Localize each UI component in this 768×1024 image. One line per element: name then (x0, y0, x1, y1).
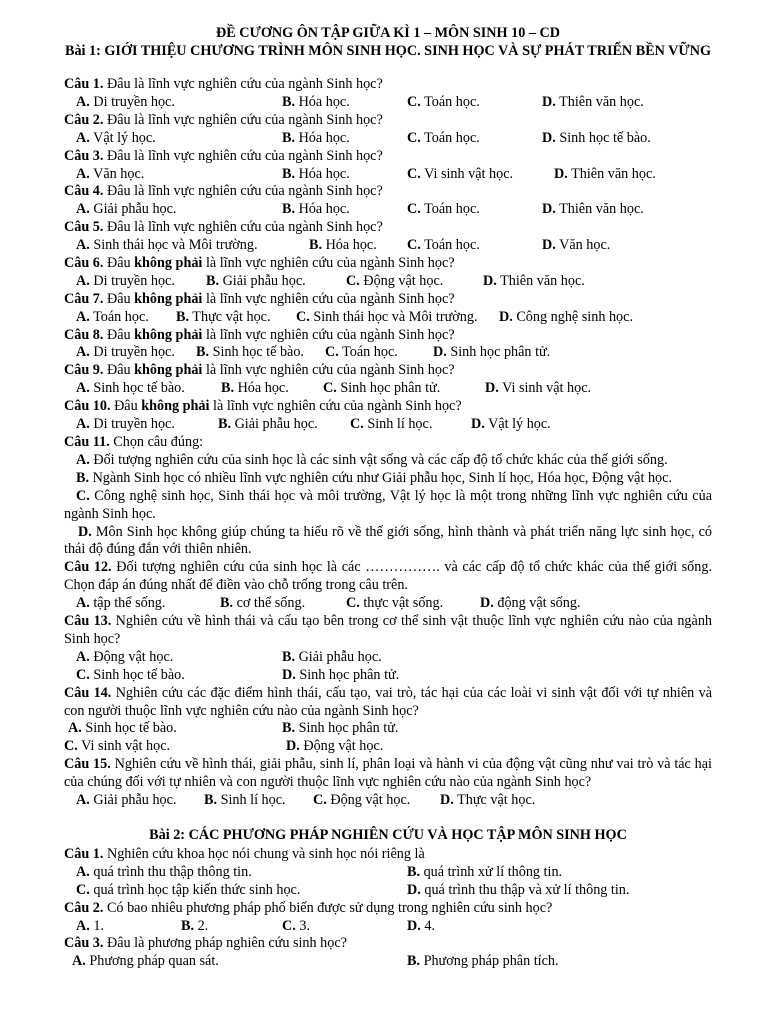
question-label: Câu 15. (64, 756, 111, 773)
option-text: Giải phẫu học. (89, 201, 177, 218)
option-key: A. (76, 237, 90, 254)
option-text: Sinh học phân tử. (336, 380, 441, 397)
question-3 (64, 148, 712, 184)
option-key: C. (407, 93, 421, 110)
option-text: Vật lý học. (484, 416, 551, 433)
option-text: Giải phẫu học. (219, 272, 306, 289)
option-a (76, 130, 156, 148)
option-key: D. (433, 344, 447, 361)
question-text: Đâu (103, 254, 135, 271)
question-text: là lĩnh vực nghiên cứu của ngành Sinh học? (209, 398, 462, 415)
option-text: Thực vật học. (189, 308, 271, 325)
option-key: B. (282, 165, 296, 182)
options-row (64, 380, 712, 398)
options-row (64, 649, 712, 667)
options-row (64, 273, 712, 291)
question-label: Câu 11. (64, 433, 110, 450)
question-10 (64, 398, 712, 434)
option-d: D. Động vật học. (286, 738, 384, 755)
option-c: C. Sinh học tế bào. (76, 666, 185, 683)
option-b (218, 416, 318, 434)
lesson2-question-1 (64, 846, 712, 900)
options-row (64, 166, 712, 184)
option-key: D. (542, 201, 556, 218)
option-c (407, 237, 480, 255)
options-row (64, 667, 712, 685)
question-text: Nghiên cứu các đặc điểm hình thái, cấu tạo, vai trò, tác hại của các loài vi sinh vật đối với tự nhiên và con người thuộc lĩnh vực nghiên cứu nào của ngành Sinh học? (64, 684, 712, 719)
option-b: B. quá trình xử lí thông tin. (407, 863, 563, 880)
option-a: A. Phương pháp quan sát. (72, 953, 219, 970)
option-a: A. tập thể sống. (76, 595, 166, 612)
option-key: D. (78, 523, 92, 540)
option-text: Toán học. (420, 93, 480, 110)
option-text: Sinh học tế bào. (89, 380, 185, 397)
option-d (433, 344, 550, 362)
option-text: Giải phẫu học. (231, 416, 318, 433)
option-text: Di truyền học. (89, 272, 175, 289)
option-text: Vi sinh vật học. (498, 380, 592, 397)
option-key: B. (221, 380, 235, 397)
option-text: Môn Sinh học không giúp chúng ta hiểu rõ về thế giới sống, hình thành và phát triển năng lực sinh học, có thái độ đúng đắn với thiên nhiên. (64, 523, 712, 558)
option-d (554, 166, 656, 184)
option-key: B. (218, 416, 232, 433)
option-c (407, 94, 480, 112)
option-a: A. Sinh học tế bào. (68, 720, 177, 737)
options-row (64, 94, 712, 112)
lesson1-question-list (64, 76, 712, 434)
option-key: A. (76, 201, 90, 218)
option-a: A. Động vật học. (76, 648, 174, 665)
option-key: D. (471, 416, 485, 433)
option-a (76, 201, 176, 219)
lesson2-question-2 (64, 900, 712, 936)
question-label: Câu 2. (64, 899, 104, 916)
option-text: Toán học. (420, 237, 480, 254)
option-d: D. Thực vật học. (440, 792, 536, 809)
options-row (64, 309, 712, 327)
option-key: C. (350, 416, 364, 433)
option-key: C. (76, 487, 90, 504)
option-key: B. (309, 237, 323, 254)
question-text: Nghiên cứu về hình thái và cấu tạo bên trong cơ thể sinh vật thuộc lĩnh vực nghiên cứu nào của ngành Sinh học? (64, 613, 713, 647)
option-text: Sinh thái học và Môi trường. (309, 308, 478, 325)
option-text: Hóa học. (295, 165, 350, 182)
option-c (323, 380, 440, 398)
option-key: D. (542, 93, 556, 110)
options-row (64, 792, 712, 810)
option-key: D. (542, 129, 556, 146)
option-c: C. Động vật học. (313, 792, 411, 809)
option-key: C. (407, 129, 421, 146)
option-d (542, 201, 644, 219)
option-text: Di truyền học. (89, 416, 175, 433)
option-text: Hóa học. (295, 129, 350, 146)
option-key: B. (206, 272, 220, 289)
option-c (407, 130, 480, 148)
question-label: Câu 10. (64, 398, 111, 415)
option-d (499, 309, 633, 327)
option-text: Toán học. (338, 344, 398, 361)
question-label: Câu 12. (64, 559, 112, 576)
option-key: A. (76, 93, 90, 110)
option-key: B. (282, 201, 296, 218)
option-text: Sinh học phân tử. (446, 344, 551, 361)
option-d (542, 94, 644, 112)
question-text: là lĩnh vực nghiên cứu của ngành Sinh học? (202, 254, 455, 271)
question-text: Đâu là phương pháp nghiên cứu sinh học? (103, 935, 347, 952)
options-row (64, 237, 712, 255)
option-text: Ngành Sinh học có nhiều lĩnh vực nghiên cứu như Giải phẫu học, Sinh lí học, Hóa học, Động vật học. (89, 469, 672, 486)
option-a (76, 273, 175, 291)
option-b: B. cơ thể sống. (220, 595, 306, 612)
options-row (64, 416, 712, 434)
question-label: Câu 14. (64, 684, 112, 701)
option-text: Hóa học. (234, 380, 289, 397)
question-emphasis: không phải (134, 326, 203, 343)
options-row (64, 344, 712, 362)
option-text: Vi sinh vật học. (420, 165, 514, 182)
question-text: Chọn câu đúng: (109, 433, 204, 450)
option-text: Hóa học. (322, 237, 377, 254)
option-key: C. (407, 201, 421, 218)
option-text: Công nghệ sinh học, Sinh thái học và môi trường, Vật lý học là một trong những lĩnh vực nghiên cứu của ngành Sinh học. (64, 487, 712, 522)
option-a: A. 1. (76, 917, 104, 934)
option-text: Toán học. (420, 129, 480, 146)
option-text: Di truyền học. (89, 93, 175, 110)
question-7 (64, 291, 712, 327)
option-text: Sinh học tế bào. (209, 344, 304, 361)
option-b: B. Sinh lí học. (204, 792, 286, 809)
options-row (64, 738, 712, 756)
question-emphasis: không phải (141, 398, 210, 415)
question-text: Đâu là lĩnh vực nghiên cứu của ngành Sinh học? (103, 219, 383, 236)
option-text: Sinh học tế bào. (555, 129, 651, 146)
question-label: Câu 9. (64, 362, 104, 379)
option-b (196, 344, 304, 362)
document-page (64, 24, 712, 971)
question-text: Có bao nhiêu phương pháp phổ biến được sử dụng trong nghiên cứu sinh học? (103, 899, 553, 916)
option-key: C. (346, 272, 360, 289)
option-key: A. (76, 165, 90, 182)
question-label: Câu 3. (64, 935, 104, 952)
option-key: C. (407, 237, 421, 254)
option-a (76, 166, 144, 184)
option-b (282, 94, 350, 112)
question-text: Đâu là lĩnh vực nghiên cứu của ngành Sinh học? (103, 111, 383, 128)
question-11 (64, 434, 712, 559)
option-text: Toán học. (89, 308, 149, 325)
option-key: D. (499, 308, 513, 325)
lesson2-title: Bài 2: CÁC PHƯƠNG PHÁP NGHIÊN CỨU VÀ HỌC TẬP MÔN SINH HỌC (149, 826, 627, 843)
question-8 (64, 327, 712, 363)
option-c (407, 201, 480, 219)
question-13 (64, 613, 712, 685)
option-d (542, 130, 651, 148)
option-b (282, 166, 350, 184)
question-text: Nghiên cứu khoa học nói chung và sinh học nói riêng là (103, 845, 425, 862)
option-b (282, 130, 350, 148)
question-text: Đối tượng nghiên cứu của sinh học là các ……………. và các cấp độ tổ chức khác của thế giới sống. Chọn đáp án đúng nhất để điền vào chỗ trống trong câu trên. (64, 559, 712, 594)
question-label: Câu 8. (64, 326, 104, 343)
option-d: D. Sinh học phân tử. (282, 666, 400, 683)
option-text: Văn học. (555, 237, 611, 254)
question-text: Đâu (103, 290, 135, 307)
option-d: D. 4. (407, 917, 435, 934)
options-row (64, 720, 712, 738)
option-a: A. Giải phẫu học. (76, 792, 177, 809)
option-text: Thiên văn học. (567, 165, 656, 182)
question-emphasis: không phải (134, 290, 203, 307)
lesson2-question-3 (64, 935, 712, 971)
option-b: B. Sinh học phân tử. (282, 720, 399, 737)
question-6 (64, 255, 712, 291)
option-c: C. Vi sinh vật học. (64, 738, 171, 755)
option-text: Thiên văn học. (555, 93, 644, 110)
question-1 (64, 76, 712, 112)
option-c (350, 416, 432, 434)
question-text: Đâu (103, 362, 135, 379)
option-key: C. (407, 165, 421, 182)
question-label: Câu 7. (64, 290, 104, 307)
option-text: Hóa học. (295, 201, 350, 218)
option-text: Văn học. (89, 165, 145, 182)
option-c (346, 273, 443, 291)
option-key: D. (483, 272, 497, 289)
option-b: B. Giải phẫu học. (282, 648, 382, 665)
option-key: B. (76, 469, 90, 486)
option-a (76, 416, 175, 434)
option-key: C. (296, 308, 310, 325)
option-a (76, 94, 175, 112)
question-text: là lĩnh vực nghiên cứu của ngành Sinh học? (202, 362, 455, 379)
option-key: A. (76, 380, 90, 397)
question-label: Câu 1. (64, 76, 104, 92)
option-key: A. (76, 272, 90, 289)
option-text: Toán học. (420, 201, 480, 218)
question-14 (64, 685, 712, 757)
question-emphasis: không phải (134, 362, 203, 379)
options-row (64, 130, 712, 148)
option-key: B. (196, 344, 210, 361)
option-key: B. (282, 129, 296, 146)
question-2 (64, 112, 712, 148)
option-c (296, 309, 478, 327)
option-b (221, 380, 289, 398)
option-key: A. (76, 129, 90, 146)
options-row (64, 595, 712, 613)
option-c (407, 166, 513, 184)
question-text: Đâu là lĩnh vực nghiên cứu của ngành Sinh học? (103, 183, 383, 200)
question-label: Câu 6. (64, 254, 104, 271)
question-text: Đâu (103, 326, 135, 343)
question-label: Câu 2. (64, 111, 104, 128)
option-a (76, 344, 175, 362)
question-12 (64, 559, 712, 613)
options-row (64, 953, 712, 971)
options-row (64, 864, 712, 882)
option-b: B. 2. (181, 917, 209, 934)
option-a: A. quá trình thu thập thông tin. (76, 863, 252, 880)
option-b (282, 201, 350, 219)
option-key: A. (76, 416, 90, 433)
question-5 (64, 219, 712, 255)
option-b (309, 237, 377, 255)
option-c: C. thực vật sống. (346, 595, 444, 612)
option-text: Thiên văn học. (496, 272, 585, 289)
option-key: C. (323, 380, 337, 397)
question-label: Câu 5. (64, 219, 104, 236)
option-key: D. (554, 165, 568, 182)
question-text: là lĩnh vực nghiên cứu của ngành Sinh học? (202, 290, 455, 307)
option-c: C. 3. (282, 917, 310, 934)
option-key: D. (485, 380, 499, 397)
option-text: Sinh lí học. (363, 416, 433, 433)
option-c (325, 344, 398, 362)
option-key: A. (76, 344, 90, 361)
options-row (64, 882, 712, 900)
question-label: Câu 1. (64, 845, 104, 862)
option-d: D. động vật sống. (480, 595, 581, 612)
question-label: Câu 4. (64, 183, 104, 200)
option-text: Đối tượng nghiên cứu của sinh học là các sinh vật sống và các cấp độ tổ chức khác của thế giới sống. (89, 451, 668, 468)
option-text: Động vật học. (359, 272, 444, 289)
options-row (64, 918, 712, 936)
question-4 (64, 183, 712, 219)
option-a (76, 309, 149, 327)
question-text: Đâu là lĩnh vực nghiên cứu của ngành Sinh học? (103, 76, 383, 92)
option-d (485, 380, 591, 398)
option-b (176, 309, 271, 327)
option-key: A. (76, 308, 90, 325)
option-key: B. (282, 93, 296, 110)
option-c: C. quá trình học tập kiến thức sinh học. (76, 881, 301, 898)
question-text: Nghiên cứu về hình thái, giải phẫu, sinh lí, phân loại và hành vi của động vật cũng như vai trò và tác hại của chúng đối với tự nhiên và con người thuộc lĩnh vực nghiên cứu nào của ngành Sinh học? (64, 756, 712, 791)
document-title: ĐỀ CƯƠNG ÔN TẬP GIỮA KÌ 1 – MÔN SINH 10 – CD (216, 25, 560, 41)
option-a (76, 237, 258, 255)
question-15 (64, 756, 712, 810)
lesson1-title: Bài 1: GIỚI THIỆU CHƯƠNG TRÌNH MÔN SINH HỌC. SINH HỌC VÀ SỰ PHÁT TRIỂN BỀN VỮNG (64, 43, 712, 59)
option-text: Hóa học. (295, 93, 350, 110)
option-key: A. (76, 451, 90, 468)
option-text: Di truyền học. (89, 344, 175, 361)
question-label: Câu 3. (64, 147, 104, 164)
question-emphasis: không phải (134, 254, 203, 271)
option-text: Sinh thái học và Môi trường. (89, 237, 258, 254)
question-label: Câu 13. (64, 613, 112, 630)
option-text: Công nghệ sinh học. (512, 308, 633, 325)
option-text: Vật lý học. (89, 129, 156, 146)
option-a (76, 380, 185, 398)
question-text: là lĩnh vực nghiên cứu của ngành Sinh học? (202, 326, 455, 343)
option-key: B. (176, 308, 190, 325)
option-key: D. (542, 237, 556, 254)
option-d (542, 237, 610, 255)
question-9 (64, 362, 712, 398)
question-text: Đâu (110, 398, 142, 415)
option-text: Thiên văn học. (555, 201, 644, 218)
option-key: C. (325, 344, 339, 361)
option-b (206, 273, 306, 291)
options-row (64, 201, 712, 219)
question-text: Đâu là lĩnh vực nghiên cứu của ngành Sinh học? (103, 147, 383, 164)
option-b: B. Phương pháp phân tích. (407, 953, 559, 970)
option-d (471, 416, 551, 434)
option-d (483, 273, 585, 291)
option-d: D. quá trình thu thập và xử lí thông tin. (407, 881, 630, 898)
